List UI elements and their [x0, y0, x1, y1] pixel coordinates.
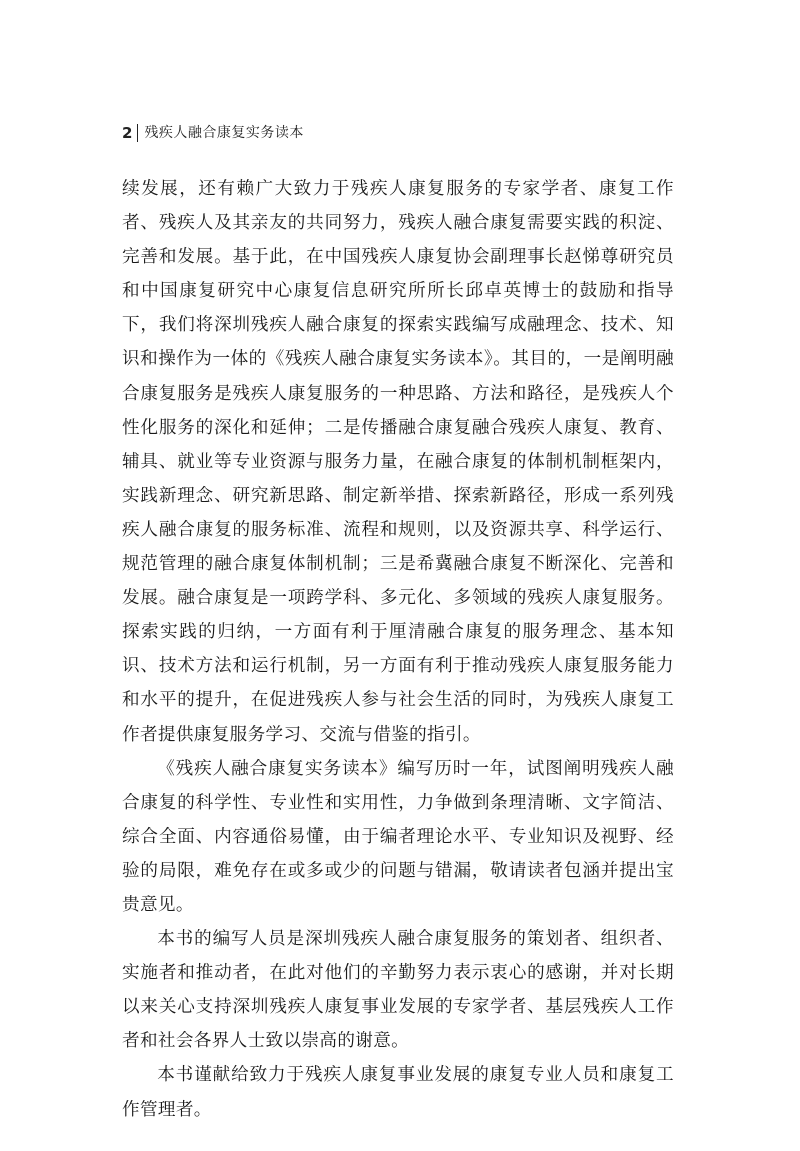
paragraph: 《残疾人融合康复实务读本》编写历时一年，试图阐明残疾人融合康复的科学性、专业性和实用性，力争做到条理清晰、文字简洁、综合全面、内容通俗易懂，由于编者理论水平、专业知识及视野、经验的局限，难免存在或多或少的问题与错漏，敬请读者包涵并提出宝贵意见。 [122, 758, 674, 915]
running-header [122, 123, 304, 143]
body-text [122, 172, 674, 1127]
paragraph: 本书的编写人员是深圳残疾人融合康复服务的策划者、组织者、实施者和推动者，在此对他们的辛勤努力表示衷心的感谢，并对长期以来关心支持深圳残疾人康复事业发展的专家学者、基层残疾人工作者和社会各界人士致以崇高的谢意。 [122, 929, 674, 1052]
page-number: 2 [122, 124, 133, 142]
header-divider [137, 124, 138, 142]
book-title: 残疾人融合康复实务读本 [144, 125, 304, 141]
paragraph: 本书谨献给致力于残疾人康复事业发展的康复专业人员和康复工作管理者。 [122, 1065, 674, 1120]
paragraph-continuation: 续发展，还有赖广大致力于残疾人康复服务的专家学者、康复工作者、残疾人及其亲友的共同努力，残疾人融合康复需要实践的积淀、完善和发展。基于此，在中国残疾人康复协会副理事长赵悌尊研究员和中国康复研究中心康复信息研究所所长邱卓英博士的鼓励和指导下，我们将深圳残疾人融合康复的探索实践编写成融理念、技术、知识和操作为一体的《残疾人融合康复实务读本》。其目的，一是阐明融合康复服务是残疾人康复服务的一种思路、方法和路径，是残疾人个性化服务的深化和延伸；二是传播融合康复融合残疾人康复、教育、辅具、就业等专业资源与服务力量，在融合康复的体制机制框架内，实践新理念、研究新思路、制定新举措、探索新路径，形成一系列残疾人融合康复的服务标准、流程和规则，以及资源共享、科学运行、规范管理的融合康复体制机制；三是希冀融合康复不断深化、完善和发展。融合康复是一项跨学科、多元化、多领域的残疾人康复服务。探索实践的归纳，一方面有利于厘清融合康复的服务理念、基本知识、技术方法和运行机制，另一方面有利于推动残疾人康复服务能力和水平的提升，在促进残疾人参与社会生活的同时，为残疾人康复工作者提供康复服务学习、交流与借鉴的指引。 [122, 179, 674, 745]
